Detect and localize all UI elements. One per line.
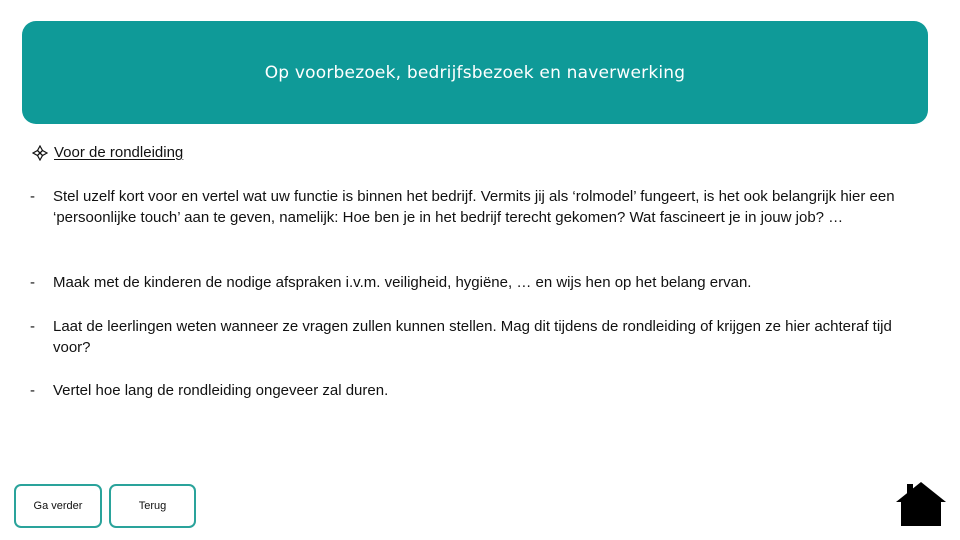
page-title: Op voorbezoek, bedrijfsbezoek en naverwerking bbox=[264, 62, 686, 83]
list-item bbox=[30, 380, 910, 401]
title-banner bbox=[22, 21, 928, 124]
section-heading-label: Voor de rondleiding bbox=[54, 144, 184, 161]
list-item bbox=[30, 272, 910, 293]
section-heading bbox=[32, 144, 183, 161]
bullet-dash: - bbox=[30, 274, 35, 291]
list-item bbox=[30, 316, 910, 358]
diamond-bullet-icon bbox=[32, 145, 48, 161]
bullet-text: Vertel hoe lang de rondleiding ongeveer zal duren. bbox=[53, 382, 389, 399]
back-button[interactable] bbox=[109, 484, 196, 528]
bullet-text: Maak met de kinderen de nodige afspraken i.v.m. veiligheid, hygiëne, … en wijs hen op het belang ervan. bbox=[53, 274, 752, 291]
bullet-dash: - bbox=[30, 382, 35, 399]
bullet-dash: - bbox=[30, 318, 35, 335]
next-button[interactable] bbox=[14, 484, 102, 528]
home-icon[interactable] bbox=[895, 481, 947, 527]
bullet-text: Laat de leerlingen weten wanneer ze vragen zullen kunnen stellen. Mag dit tijdens de rondleiding of krijgen ze hier achteraf tijd voor? bbox=[53, 318, 892, 356]
next-button-label: Ga verder bbox=[33, 500, 83, 512]
bullet-dash: - bbox=[30, 188, 35, 205]
bullet-text: Stel uzelf kort voor en vertel wat uw functie is binnen het bedrijf. Vermits jij als ‘rolmodel’ fungeert, is het ook belangrijk hier een ‘persoonlijke touch’ aan te geven, namelijk: Hoe ben je in het bedrijf terecht gekomen? Wat fascineert je in jouw job? … bbox=[53, 188, 895, 226]
back-button-label: Terug bbox=[138, 500, 167, 512]
list-item bbox=[30, 186, 910, 228]
